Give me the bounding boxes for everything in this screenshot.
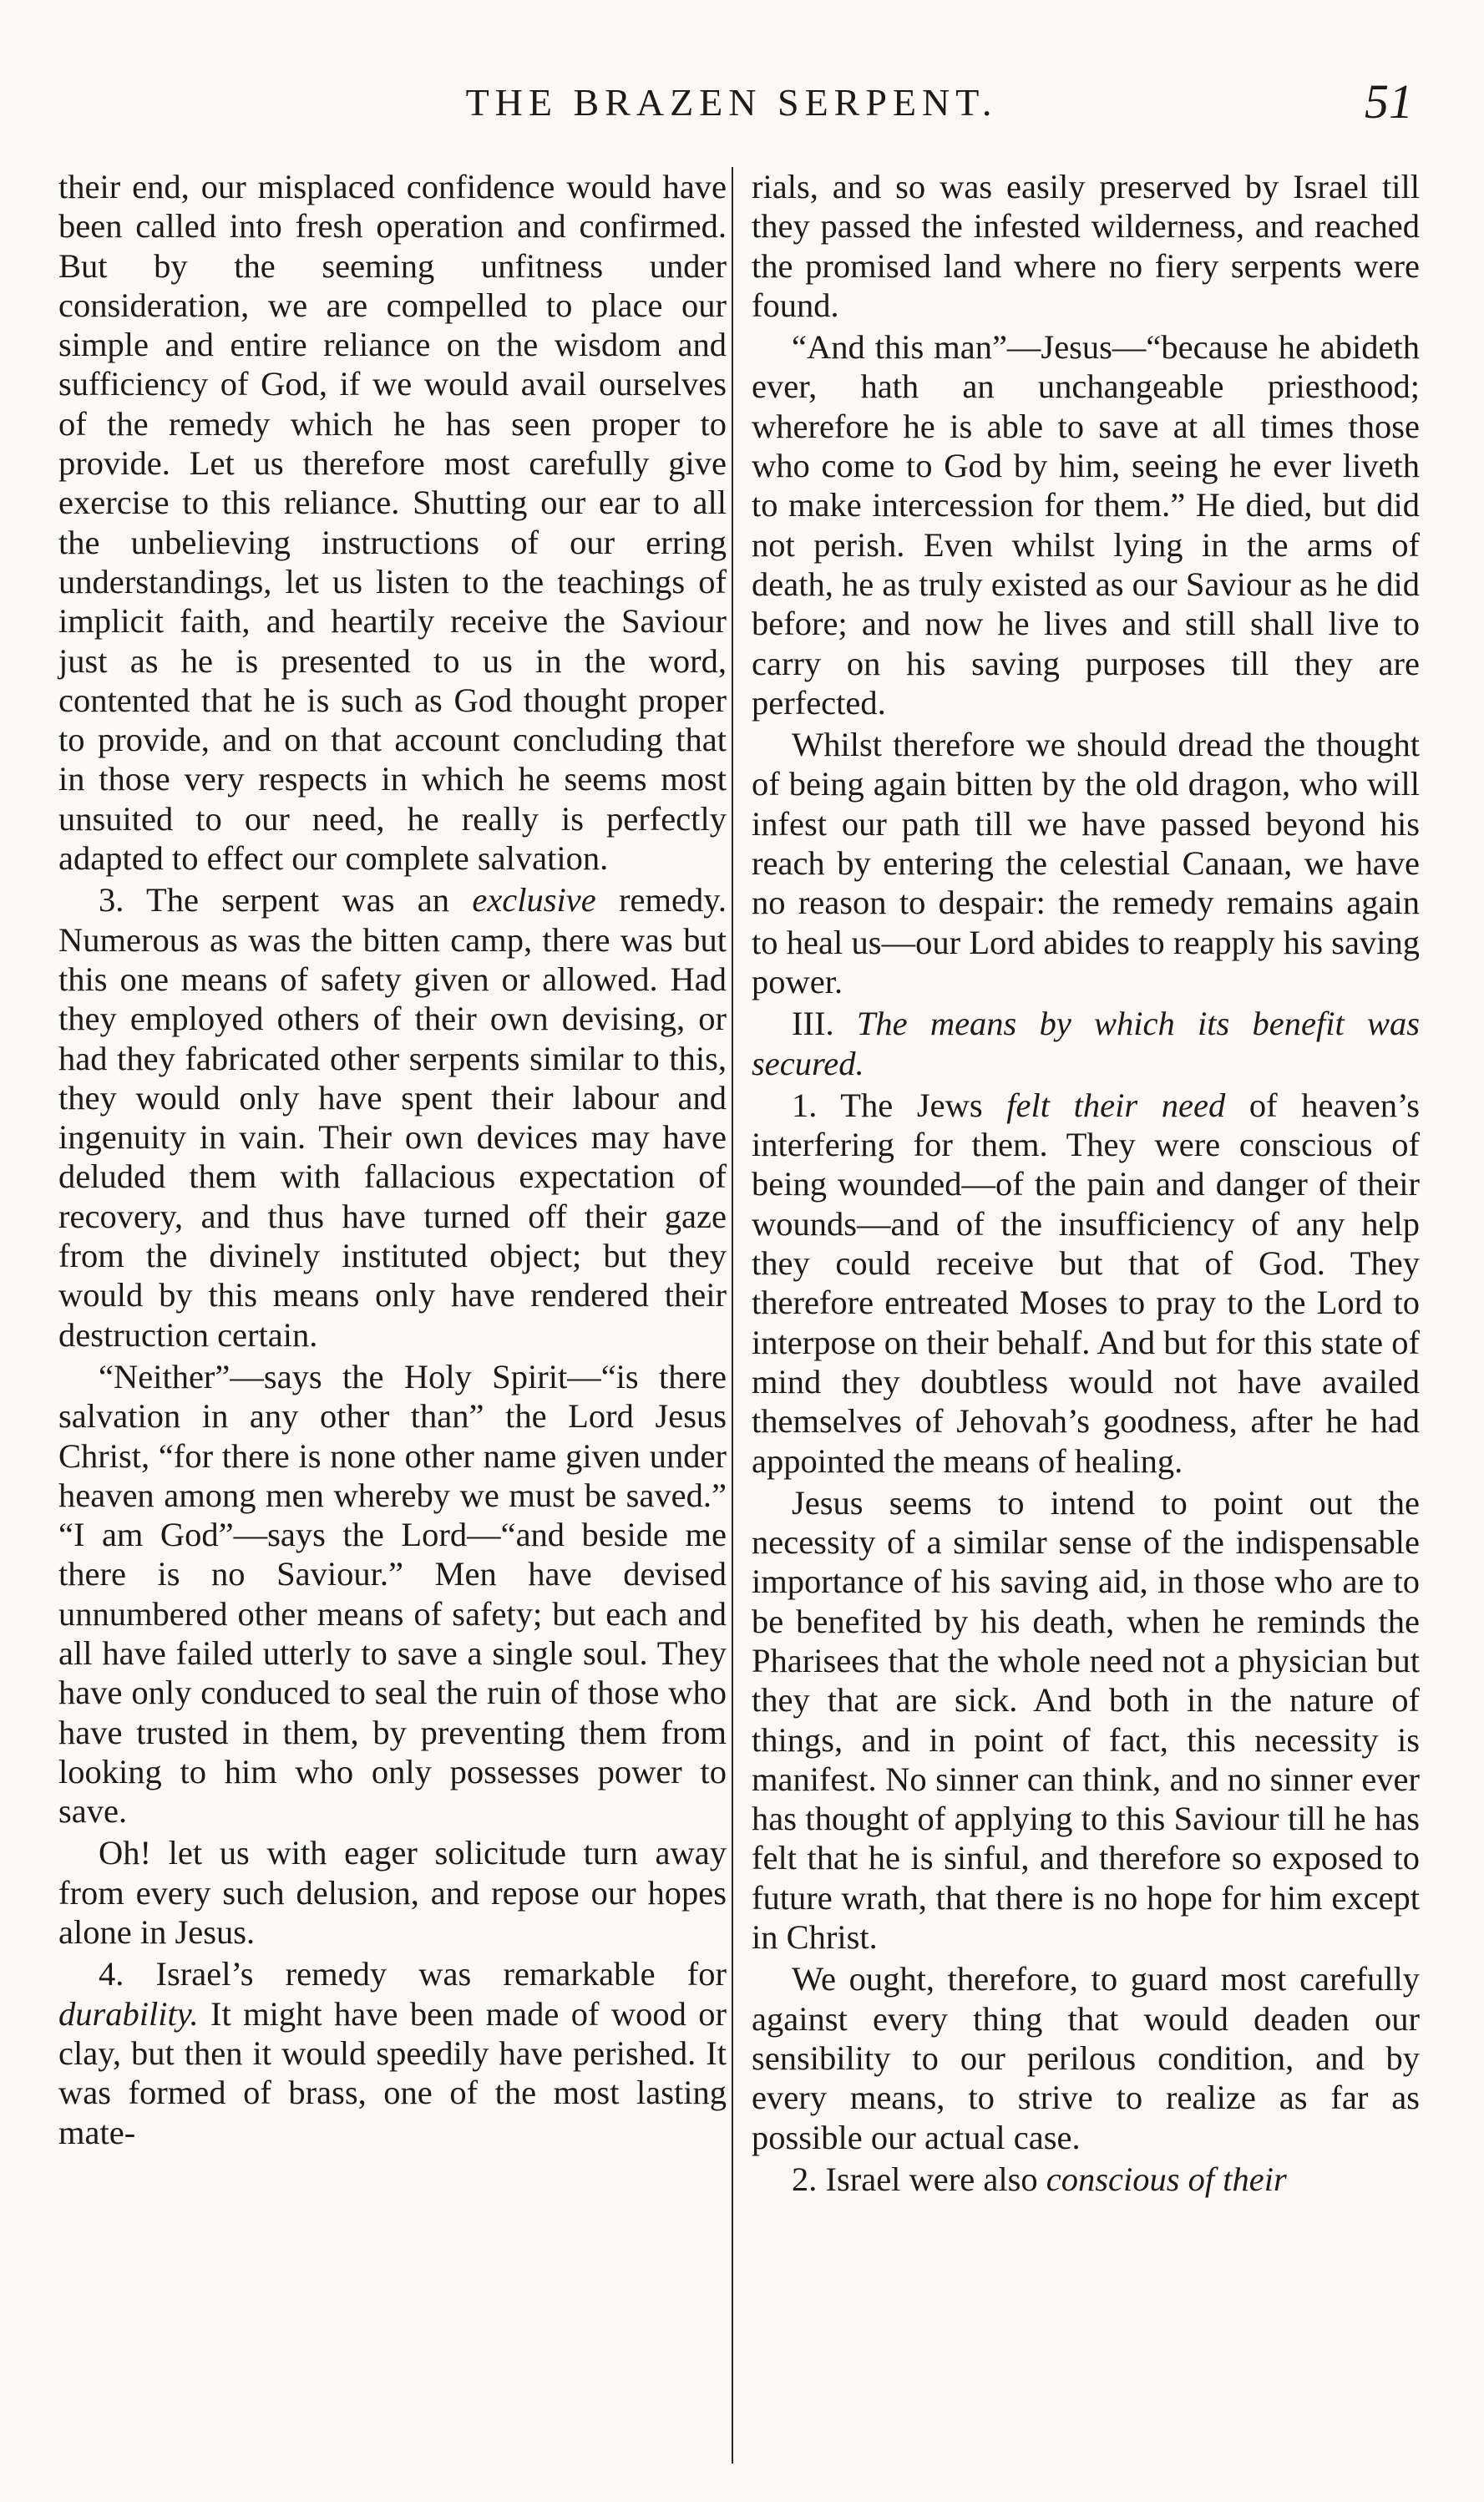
column-rule	[732, 167, 733, 2464]
paragraph: We ought, therefore, to guard most carefully against every thing that would deaden our sensibility to our perilous condition, and by every means, to strive to realize as far as possible our actual case.	[752, 1960, 1420, 2156]
paragraph: rials, and so was easily preserved by Israel till they passed the infested wilderness, and reached the promised land where no fiery serpents were found.	[752, 168, 1420, 324]
text-run: 2. Israel were also	[792, 2160, 1046, 2198]
running-title: THE BRAZEN SERPENT.	[465, 81, 998, 124]
page-number: 51	[1365, 74, 1413, 129]
paragraph	[58, 1954, 727, 2151]
text-run: 3. The serpent was an	[99, 881, 473, 919]
italic-emphasis: The means by which its benefit was secured.	[752, 1005, 1421, 1082]
paragraph	[752, 1086, 1420, 1481]
text-run: remedy. Numerous as was the bitten camp, there was but this one means of safety given or allowed. Had they employed others of their own devising, or had they fabricated other serpents similar to this, they would only have spent their labour and ingenuity in vain. Their own devices may have deluded them with fallacious expectation of recovery, and thus have turned off their gaze from the divinely instituted object; but they would by this means only have rendered their destruction certain.	[58, 881, 727, 1354]
paragraph	[58, 880, 727, 1355]
paragraph: “And this man”—Jesus—“because he abideth ever, hath an unchangeable priesthood; wherefore he is able to save at all times those who come to God by him, seeing he ever liveth to make intercession for them.” He died, but did not perish. Even whilst lying in the arms of death, he as truly existed as our Saviour as he did before; and now he lives and still shall live to carry on his saving purposes till they are perfected.	[752, 328, 1420, 722]
paragraph: Oh! let us with eager solicitude turn away from every such delusion, and repose our hopes alone in Jesus.	[58, 1834, 727, 1952]
page-header	[50, 73, 1413, 134]
left-column	[58, 167, 727, 2152]
text-run: 4. Israel’s remedy was remarkable for	[99, 1955, 727, 1993]
section-numeral: III.	[792, 1005, 857, 1043]
italic-emphasis: durability.	[58, 1994, 199, 2033]
paragraph: Whilst therefore we should dread the thought of being again bitten by the old dragon, who will infest our path till we have passed beyond his reach by entering the celestial Canaan, we have no reason to despair: the remedy remains again to heal us—our Lord abides to reapply his saving power.	[752, 726, 1420, 1000]
italic-emphasis: exclusive	[472, 881, 596, 919]
paragraph: their end, our misplaced confidence would have been called into fresh operation and confirmed. But by the seeming unfitness under consideration, we are compelled to place our simple and entire reliance on the wisdom and sufficiency of God, if we would avail ourselves of the remedy which he has seen proper to provide. Let us therefore most carefully give exercise to this reliance. Shutting our ear to all the unbelieving instructions of our erring understandings, let us listen to the teachings of implicit faith, and heartily receive the Saviour just as he is presented to us in the word, contented that he is such as God thought proper to provide, and on that account concluding that in those very respects in which he seems most unsuited to our need, he really is perfectly adapted to effect our complete salvation.	[58, 168, 727, 878]
right-column	[752, 167, 1420, 2199]
section-heading	[752, 1004, 1420, 1083]
text-run: 1. The Jews	[792, 1086, 1007, 1124]
italic-emphasis: felt their need	[1006, 1086, 1226, 1124]
paragraph: Jesus seems to intend to point out the necessity of a similar sense of the indispensable importance of his saving aid, in those who are to be benefited by his death, when he reminds the Pharisees that the whole need not a physician but they that are sick. And both in the nature of things, and in point of fact, this necessity is manifest. No sinner can think, and no sinner ever has thought of applying to this Saviour till he has felt that he is sinful, and therefore so exposed to future wrath, that there is no hope for him except in Christ.	[752, 1483, 1420, 1957]
italic-emphasis: conscious of their	[1046, 2160, 1287, 2198]
text-run: of heaven’s interfering for them. They were conscious of being wounded—of the pain and danger of their wounds—and of the insufficiency of any help they could receive but that of God. They therefore entreated Moses to pray to the Lord to interpose on their behalf. And but for this state of mind they doubtless would not have availed themselves of Jehovah’s goodness, after he had appointed the means of healing.	[752, 1086, 1420, 1480]
paragraph	[752, 2160, 1420, 2199]
text-run: It might have been made of wood or clay, but then it would speedily have perished. It was formed of brass, one of the most lasting mate-	[58, 1994, 727, 2151]
paragraph: “Neither”—says the Holy Spirit—“is there salvation in any other than” the Lord Jesus Christ, “for there is none other name given under heaven among men whereby we must be saved.” “I am God”—says the Lord—“and beside me there is no Saviour.” Men have devised unnumbered other means of safety; but each and all have failed utterly to save a single soul. They have only conduced to seal the ruin of those who have trusted in them, by preventing them from looking to him who only possesses power to save.	[58, 1357, 727, 1831]
